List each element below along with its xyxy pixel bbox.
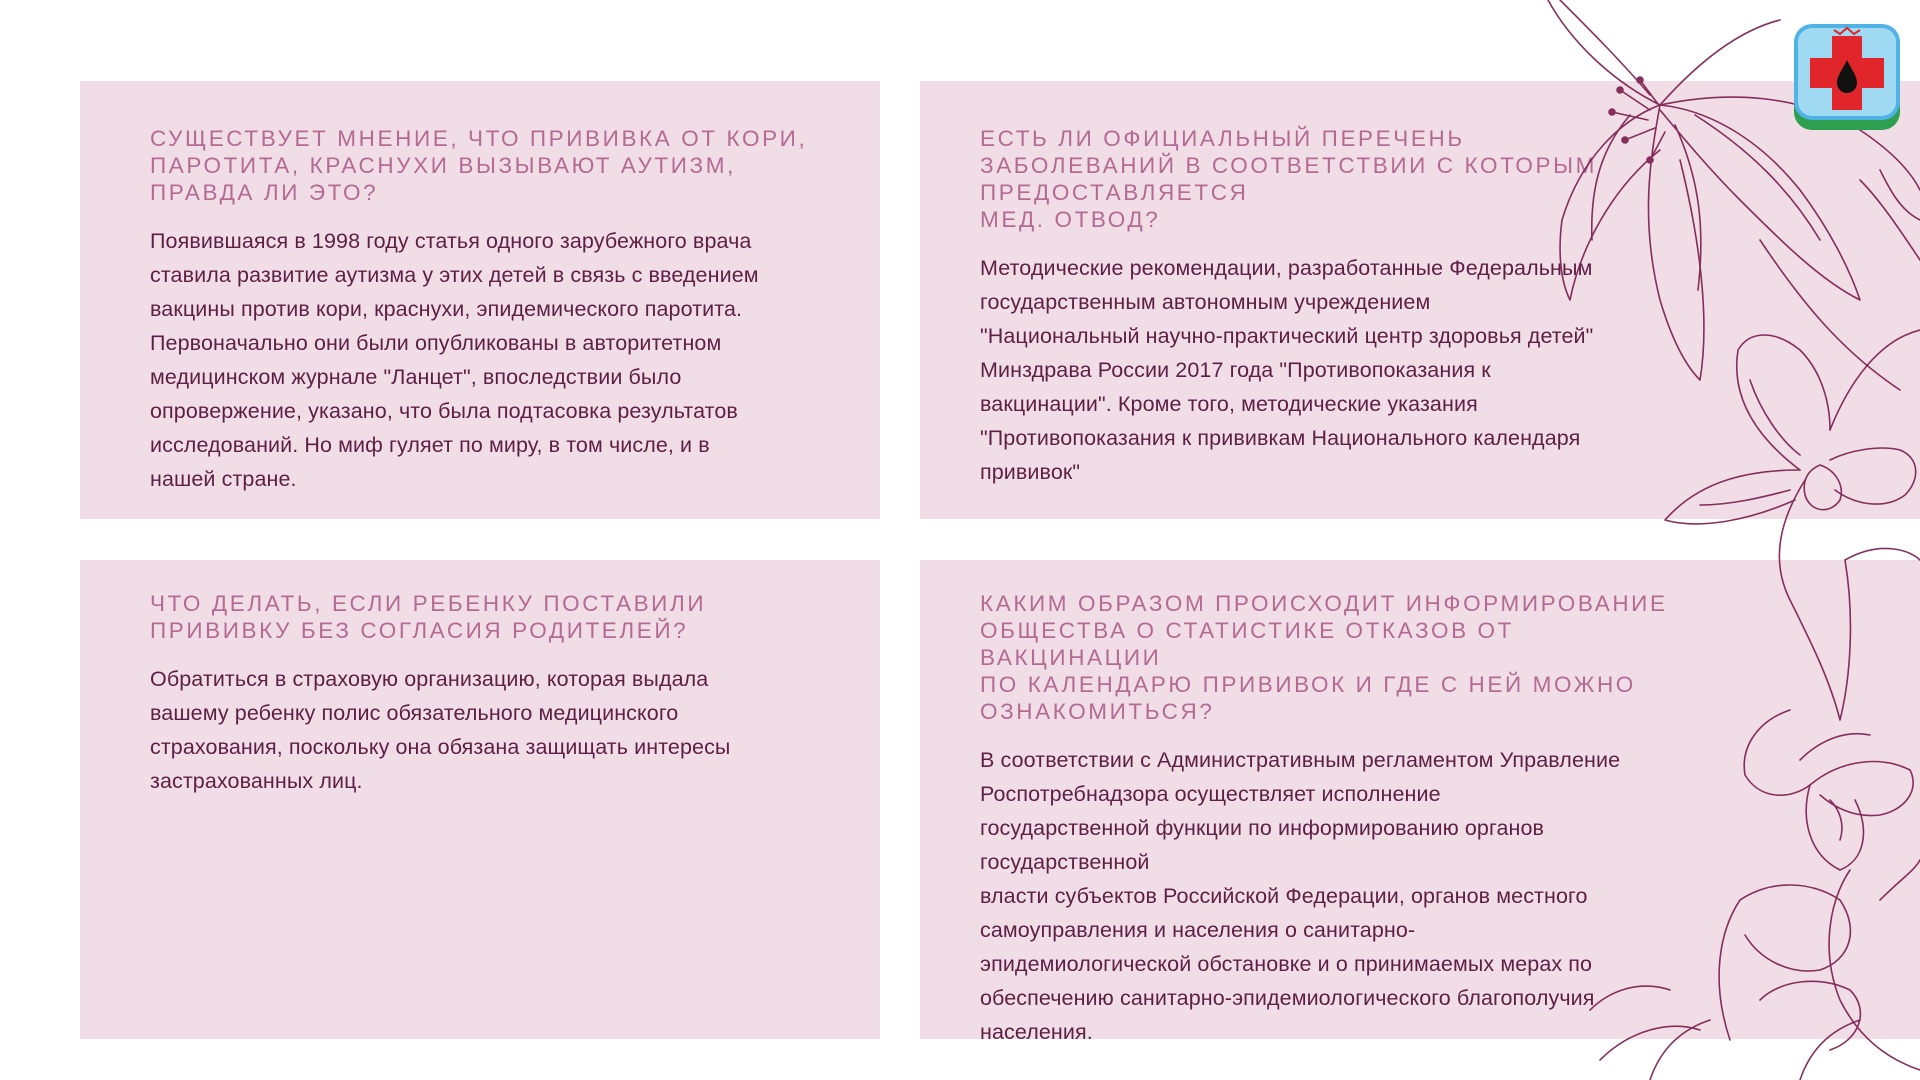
question-line: ОЗНАКОМИТЬСЯ?: [980, 699, 1215, 724]
question-line: ВАКЦИНАЦИИ: [980, 645, 1162, 670]
answer-line: Методические рекомендации, разработанные Федеральным: [980, 256, 1593, 280]
answer-line: вакцинации". Кроме того, методические указания: [980, 392, 1478, 416]
answer-line: Первоначально они были опубликованы в авторитетном: [150, 331, 722, 355]
answer-line: самоуправления и населения о санитарно-: [980, 918, 1416, 942]
answer-line: ставила развитие аутизма у этих детей в связь с введением: [150, 263, 759, 287]
answer-line: Обратиться в страховую организацию, которая выдала: [150, 667, 709, 691]
question-line: ПРИВИВКУ БЕЗ СОГЛАСИЯ РОДИТЕЛЕЙ?: [150, 618, 689, 643]
faq-answer: [150, 224, 810, 496]
question-line: ПРЕДОСТАВЛЯЕТСЯ: [980, 180, 1249, 205]
answer-line: В соответствии с Административным регламентом Управление: [980, 748, 1621, 772]
faq-answer: [150, 662, 810, 798]
question-line: ЗАБОЛЕВАНИЙ В СООТВЕТСТВИИ С КОТОРЫМ: [980, 153, 1597, 178]
answer-line: исследований. Но миф гуляет по миру, в том числе, и в: [150, 433, 710, 457]
faq-card-no-consent: [80, 560, 880, 1039]
question-line: ПАРОТИТА, КРАСНУХИ ВЫЗЫВАЮТ АУТИЗМ,: [150, 153, 736, 178]
faq-answer: [980, 743, 1680, 1049]
faq-question: [980, 125, 1660, 233]
answer-line: государственным автономным учреждением: [980, 290, 1431, 314]
faq-question: [150, 590, 810, 644]
answer-line: вашему ребенку полис обязательного медицинского: [150, 701, 679, 725]
answer-line: застрахованных лиц.: [150, 769, 363, 793]
answer-line: Минздрава России 2017 года "Противопоказания к: [980, 358, 1491, 382]
answer-line: "Национальный научно-практический центр здоровья детей": [980, 324, 1594, 348]
faq-question: [980, 590, 1680, 725]
answer-line: прививок": [980, 460, 1081, 484]
question-line: МЕД. ОТВОД?: [980, 207, 1161, 232]
medical-cross-blood-drop-logo-icon: [1792, 22, 1904, 134]
question-line: ОБЩЕСТВА О СТАТИСТИКЕ ОТКАЗОВ ОТ: [980, 618, 1514, 643]
answer-line: страхования, поскольку она обязана защищать интересы: [150, 735, 731, 759]
answer-line: медицинском журнале "Ланцет", впоследствии было: [150, 365, 682, 389]
faq-answer: [980, 251, 1660, 489]
answer-line: эпидемиологической обстановке и о принимаемых мерах по: [980, 952, 1593, 976]
faq-card-refusal-statistics: [920, 560, 1920, 1044]
faq-card-medical-exemption: [920, 81, 1920, 519]
question-line: ПРАВДА ЛИ ЭТО?: [150, 180, 379, 205]
question-line: ЧТО ДЕЛАТЬ, ЕСЛИ РЕБЕНКУ ПОСТАВИЛИ: [150, 591, 707, 616]
answer-line: Роспотребнадзора осуществляет исполнение: [980, 782, 1441, 806]
answer-line: нашей стране.: [150, 467, 297, 491]
answer-line: вакцины против кори, краснухи, эпидемического паротита.: [150, 297, 743, 321]
question-line: ПО КАЛЕНДАРЮ ПРИВИВОК И ГДЕ С НЕЙ МОЖНО: [980, 672, 1636, 697]
answer-line: государственной функции по информированию органов: [980, 816, 1545, 840]
faq-question: [150, 125, 810, 206]
answer-line: власти субъектов Российской Федерации, органов местного: [980, 884, 1588, 908]
question-line: СУЩЕСТВУЕТ МНЕНИЕ, ЧТО ПРИВИВКА ОТ КОРИ,: [150, 126, 808, 151]
answer-line: "Противопоказания к прививкам Национального календаря: [980, 426, 1581, 450]
answer-line: населения.: [980, 1020, 1093, 1044]
question-line: КАКИМ ОБРАЗОМ ПРОИСХОДИТ ИНФОРМИРОВАНИЕ: [980, 591, 1668, 616]
answer-line: Появившаяся в 1998 году статья одного зарубежного врача: [150, 229, 752, 253]
answer-line: государственной: [980, 850, 1150, 874]
question-line: ЕСТЬ ЛИ ОФИЦИАЛЬНЫЙ ПЕРЕЧЕНЬ: [980, 126, 1465, 151]
answer-line: обеспечению санитарно-эпидемиологического благополучия: [980, 986, 1595, 1010]
answer-line: опровержение, указано, что была подтасовка результатов: [150, 399, 738, 423]
faq-card-autism: [80, 81, 880, 519]
